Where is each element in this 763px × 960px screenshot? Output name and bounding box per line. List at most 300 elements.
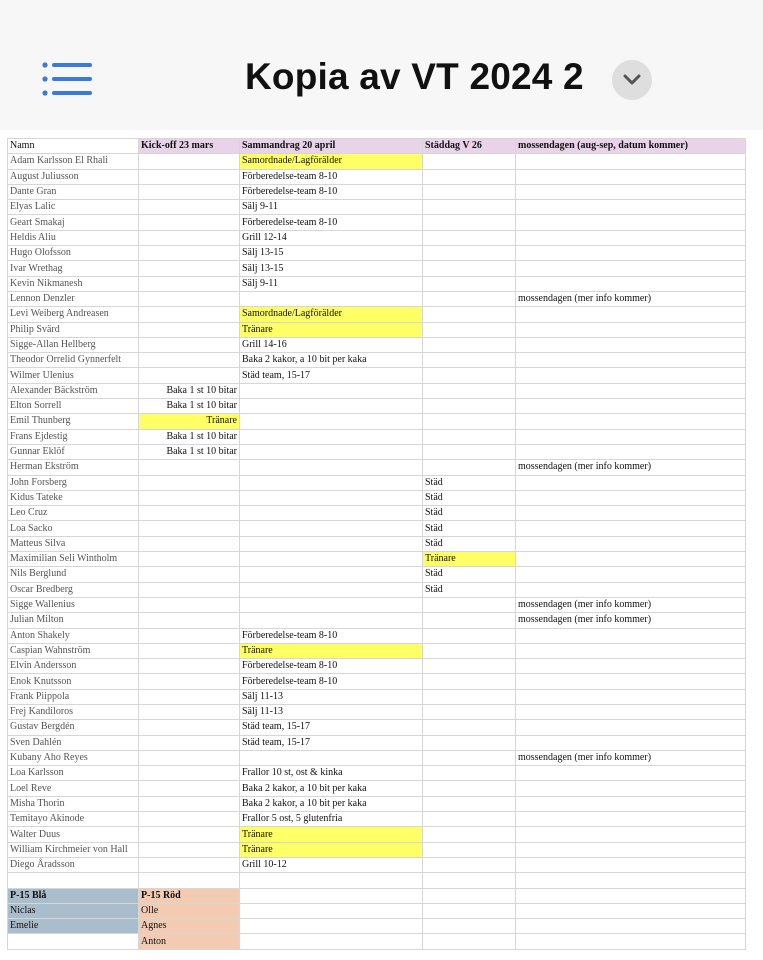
sammandrag-cell[interactable]: Grill 10-12 (240, 857, 423, 872)
name-cell[interactable]: Alexander Bäckström (8, 383, 139, 398)
sammandrag-cell[interactable] (240, 460, 423, 475)
chevron-down-icon (623, 73, 641, 87)
table-row (8, 842, 746, 857)
staddag-cell[interactable] (423, 643, 516, 658)
staddag-cell[interactable]: Städ (423, 521, 516, 536)
kickoff-cell[interactable] (139, 353, 240, 368)
staddag-cell[interactable] (423, 720, 516, 735)
mossendagen-cell[interactable] (516, 674, 746, 689)
name-cell[interactable]: Diego Åradsson (8, 857, 139, 872)
kickoff-cell[interactable] (139, 184, 240, 199)
mossendagen-cell[interactable] (516, 827, 746, 842)
name-cell[interactable]: Lennon Denzler (8, 291, 139, 306)
column-header-name[interactable]: Namn (8, 139, 139, 154)
staddag-cell[interactable] (423, 812, 516, 827)
kickoff-cell[interactable] (139, 490, 240, 505)
name-cell[interactable]: Elvin Andersson (8, 659, 139, 674)
kickoff-cell[interactable] (139, 827, 240, 842)
mossendagen-cell[interactable] (516, 704, 746, 719)
sammandrag-cell[interactable] (240, 429, 423, 444)
staddag-cell[interactable] (423, 353, 516, 368)
staddag-cell[interactable] (423, 429, 516, 444)
name-cell[interactable]: Elton Sorrell (8, 399, 139, 414)
sammandrag-cell[interactable]: Sälj 11-13 (240, 704, 423, 719)
mossendagen-cell[interactable] (516, 429, 746, 444)
name-cell[interactable]: Emil Thunberg (8, 414, 139, 429)
staddag-cell[interactable] (423, 842, 516, 857)
table-row (8, 582, 746, 597)
name-cell[interactable]: Sven Dahlén (8, 735, 139, 750)
staddag-cell[interactable] (423, 154, 516, 169)
empty-cell[interactable] (516, 903, 746, 918)
blue-team-cell[interactable]: Emelie (8, 919, 139, 934)
empty-cell[interactable] (516, 919, 746, 934)
mossendagen-cell[interactable] (516, 720, 746, 735)
sammandrag-cell[interactable] (240, 582, 423, 597)
name-cell[interactable]: Matteus Silva (8, 536, 139, 551)
kickoff-cell[interactable] (139, 857, 240, 872)
table-row (8, 169, 746, 184)
kickoff-cell[interactable] (139, 704, 240, 719)
name-cell[interactable]: Kidus Tateke (8, 490, 139, 505)
name-cell[interactable]: Oscar Bredberg (8, 582, 139, 597)
empty-cell[interactable] (516, 888, 746, 903)
mossendagen-cell[interactable]: mossendagen (mer info kommer) (516, 460, 746, 475)
sammandrag-cell[interactable]: Grill 12-14 (240, 230, 423, 245)
kickoff-cell[interactable] (139, 842, 240, 857)
sammandrag-cell[interactable]: Förberedelse-team 8-10 (240, 659, 423, 674)
team-row (8, 903, 746, 918)
mossendagen-cell[interactable] (516, 842, 746, 857)
table-row (8, 750, 746, 765)
kickoff-cell[interactable] (139, 582, 240, 597)
staddag-cell[interactable] (423, 750, 516, 765)
mossendagen-cell[interactable] (516, 322, 746, 337)
sammandrag-cell[interactable] (240, 444, 423, 459)
staddag-cell[interactable] (423, 215, 516, 230)
mossendagen-cell[interactable]: mossendagen (mer info kommer) (516, 597, 746, 612)
mossendagen-cell[interactable]: mossendagen (mer info kommer) (516, 613, 746, 628)
kickoff-cell[interactable]: Baka 1 st 10 bitar (139, 399, 240, 414)
title-dropdown-button[interactable] (612, 60, 652, 100)
name-cell[interactable]: Ivar Wrethag (8, 261, 139, 276)
name-cell[interactable]: Caspian Wahnström (8, 643, 139, 658)
mossendagen-cell[interactable] (516, 796, 746, 811)
table-row (8, 154, 746, 169)
name-cell[interactable]: Levi Weiberg Andreasen (8, 307, 139, 322)
kickoff-cell[interactable] (139, 521, 240, 536)
staddag-cell[interactable] (423, 444, 516, 459)
kickoff-cell[interactable] (139, 475, 240, 490)
mossendagen-cell[interactable] (516, 307, 746, 322)
name-cell[interactable]: Frank Piippola (8, 689, 139, 704)
kickoff-cell[interactable] (139, 659, 240, 674)
mossendagen-cell[interactable] (516, 781, 746, 796)
red-team-cell[interactable]: Agnes (139, 919, 240, 934)
table-row (8, 613, 746, 628)
name-cell[interactable]: Maximilian Seli Wintholm (8, 552, 139, 567)
team-header-row (8, 888, 746, 903)
name-cell[interactable]: Hugo Olofsson (8, 246, 139, 261)
name-cell[interactable]: Misha Thorin (8, 796, 139, 811)
staddag-cell[interactable] (423, 169, 516, 184)
name-cell[interactable]: Philip Svärd (8, 322, 139, 337)
table-row (8, 674, 746, 689)
empty-cell[interactable] (240, 903, 423, 918)
sammandrag-cell[interactable]: Baka 2 kakor, a 10 bit per kaka (240, 796, 423, 811)
mossendagen-cell[interactable] (516, 215, 746, 230)
mossendagen-cell[interactable] (516, 200, 746, 215)
mossendagen-cell[interactable] (516, 383, 746, 398)
sammandrag-cell[interactable]: Tränare (240, 842, 423, 857)
red-team-cell[interactable]: Anton (139, 934, 240, 949)
blue-team-cell[interactable]: Niclas (8, 903, 139, 918)
kickoff-cell[interactable] (139, 261, 240, 276)
kickoff-cell[interactable] (139, 628, 240, 643)
table-row (8, 230, 746, 245)
staddag-cell[interactable] (423, 276, 516, 291)
sammandrag-cell[interactable]: Sälj 11-13 (240, 689, 423, 704)
staddag-cell[interactable] (423, 414, 516, 429)
empty-cell[interactable] (240, 873, 423, 888)
kickoff-cell[interactable] (139, 230, 240, 245)
kickoff-cell[interactable] (139, 337, 240, 352)
sammandrag-cell[interactable]: Baka 2 kakor, a 10 bit per kaka (240, 353, 423, 368)
name-cell[interactable]: Loa Karlsson (8, 766, 139, 781)
name-cell[interactable]: William Kirchmeier von Hall (8, 842, 139, 857)
kickoff-cell[interactable] (139, 597, 240, 612)
table-row (8, 659, 746, 674)
name-cell[interactable]: Frans Ejdestig (8, 429, 139, 444)
staddag-cell[interactable] (423, 246, 516, 261)
mossendagen-cell[interactable] (516, 399, 746, 414)
name-cell[interactable]: Dante Gran (8, 184, 139, 199)
kickoff-cell[interactable] (139, 536, 240, 551)
table-row (8, 353, 746, 368)
mossendagen-cell[interactable]: mossendagen (mer info kommer) (516, 750, 746, 765)
staddag-cell[interactable]: Städ (423, 536, 516, 551)
mossendagen-cell[interactable] (516, 643, 746, 658)
name-cell[interactable]: Gunnar Eklöf (8, 444, 139, 459)
sammandrag-cell[interactable]: Sälj 9-11 (240, 276, 423, 291)
mossendagen-cell[interactable] (516, 506, 746, 521)
name-cell[interactable]: Anton Shakely (8, 628, 139, 643)
mossendagen-cell[interactable] (516, 444, 746, 459)
name-cell[interactable]: Nils Berglund (8, 567, 139, 582)
sammandrag-cell[interactable] (240, 506, 423, 521)
staddag-cell[interactable] (423, 781, 516, 796)
name-cell[interactable]: John Forsberg (8, 475, 139, 490)
staddag-cell[interactable]: Städ (423, 567, 516, 582)
sammandrag-cell[interactable]: Städ team, 15-17 (240, 368, 423, 383)
kickoff-cell[interactable]: Baka 1 st 10 bitar (139, 429, 240, 444)
mossendagen-cell[interactable] (516, 536, 746, 551)
sammandrag-cell[interactable] (240, 613, 423, 628)
table-row (8, 200, 746, 215)
name-cell[interactable]: Loa Sacko (8, 521, 139, 536)
sammandrag-cell[interactable]: Frallor 5 ost, 5 glutenfria (240, 812, 423, 827)
kickoff-cell[interactable] (139, 567, 240, 582)
kickoff-cell[interactable] (139, 720, 240, 735)
sammandrag-cell[interactable]: Sälj 13-15 (240, 246, 423, 261)
staddag-cell[interactable] (423, 766, 516, 781)
name-cell[interactable]: Sigge Wallenius (8, 597, 139, 612)
name-cell[interactable]: Heldis Aliu (8, 230, 139, 245)
mossendagen-cell[interactable] (516, 337, 746, 352)
sammandrag-cell[interactable] (240, 414, 423, 429)
list-menu-icon[interactable] (42, 62, 94, 96)
staddag-cell[interactable] (423, 704, 516, 719)
sammandrag-cell[interactable]: Baka 2 kakor, a 10 bit per kaka (240, 781, 423, 796)
name-cell[interactable]: Julian Milton (8, 613, 139, 628)
mossendagen-cell[interactable] (516, 246, 746, 261)
staddag-cell[interactable] (423, 261, 516, 276)
mossendagen-cell[interactable] (516, 154, 746, 169)
staddag-cell[interactable]: Städ (423, 506, 516, 521)
column-header-staddag[interactable]: Städdag V 26 (423, 139, 516, 154)
sammandrag-cell[interactable]: Förberedelse-team 8-10 (240, 215, 423, 230)
mossendagen-cell[interactable]: mossendagen (mer info kommer) (516, 291, 746, 306)
column-header-kickoff[interactable]: Kick-off 23 mars (139, 139, 240, 154)
empty-cell[interactable] (423, 873, 516, 888)
mossendagen-cell[interactable] (516, 368, 746, 383)
column-header-mossendagen[interactable]: mossendagen (aug-sep, datum kommer) (516, 139, 746, 154)
kickoff-cell[interactable]: Baka 1 st 10 bitar (139, 383, 240, 398)
mossendagen-cell[interactable] (516, 184, 746, 199)
kickoff-cell[interactable] (139, 506, 240, 521)
staddag-cell[interactable]: Städ (423, 475, 516, 490)
table-row (8, 506, 746, 521)
table-row (8, 399, 746, 414)
staddag-cell[interactable] (423, 184, 516, 199)
name-cell[interactable]: Geart Smakaj (8, 215, 139, 230)
kickoff-cell[interactable] (139, 246, 240, 261)
sammandrag-cell[interactable]: Sälj 13-15 (240, 261, 423, 276)
sammandrag-cell[interactable] (240, 383, 423, 398)
sammandrag-cell[interactable] (240, 490, 423, 505)
kickoff-cell[interactable] (139, 460, 240, 475)
kickoff-cell[interactable]: Tränare (139, 414, 240, 429)
table-row (8, 368, 746, 383)
kickoff-cell[interactable] (139, 169, 240, 184)
staddag-cell[interactable] (423, 460, 516, 475)
red-team-cell[interactable]: Olle (139, 903, 240, 918)
empty-cell[interactable] (240, 888, 423, 903)
kickoff-cell[interactable] (139, 291, 240, 306)
name-cell[interactable]: Gustav Bergdén (8, 720, 139, 735)
empty-cell[interactable] (240, 919, 423, 934)
staddag-cell[interactable] (423, 796, 516, 811)
name-cell[interactable]: Kevin Nikmanesh (8, 276, 139, 291)
kickoff-cell[interactable]: Baka 1 st 10 bitar (139, 444, 240, 459)
staddag-cell[interactable] (423, 597, 516, 612)
empty-cell[interactable] (516, 934, 746, 949)
column-header-sammandrag[interactable]: Sammandrag 20 april (240, 139, 423, 154)
sammandrag-cell[interactable]: Tränare (240, 322, 423, 337)
empty-cell[interactable] (516, 873, 746, 888)
table-row (8, 429, 746, 444)
table-row (8, 766, 746, 781)
empty-cell[interactable] (139, 873, 240, 888)
sammandrag-cell[interactable]: Samordnade/Lagförälder (240, 307, 423, 322)
name-cell[interactable]: Sigge-Allan Hellberg (8, 337, 139, 352)
sammandrag-cell[interactable] (240, 291, 423, 306)
empty-cell[interactable] (8, 873, 139, 888)
sammandrag-cell[interactable] (240, 399, 423, 414)
name-cell[interactable]: Herman Ekström (8, 460, 139, 475)
name-cell[interactable]: Elyas Lalic (8, 200, 139, 215)
kickoff-cell[interactable] (139, 781, 240, 796)
mossendagen-cell[interactable] (516, 521, 746, 536)
staddag-cell[interactable] (423, 857, 516, 872)
team-row (8, 934, 746, 949)
kickoff-cell[interactable] (139, 750, 240, 765)
staddag-cell[interactable] (423, 368, 516, 383)
mossendagen-cell[interactable] (516, 812, 746, 827)
table-row (8, 291, 746, 306)
staddag-cell[interactable]: Städ (423, 490, 516, 505)
mossendagen-cell[interactable] (516, 628, 746, 643)
kickoff-cell[interactable] (139, 552, 240, 567)
kickoff-cell[interactable] (139, 643, 240, 658)
empty-cell[interactable] (423, 903, 516, 918)
mossendagen-cell[interactable] (516, 689, 746, 704)
kickoff-cell[interactable] (139, 674, 240, 689)
staddag-cell[interactable]: Städ (423, 582, 516, 597)
mossendagen-cell[interactable] (516, 582, 746, 597)
staddag-cell[interactable] (423, 628, 516, 643)
table-row (8, 521, 746, 536)
staddag-cell[interactable] (423, 735, 516, 750)
table-row (8, 475, 746, 490)
staddag-cell[interactable] (423, 827, 516, 842)
sammandrag-cell[interactable]: Förberedelse-team 8-10 (240, 674, 423, 689)
sammandrag-cell[interactable]: Sälj 9-11 (240, 200, 423, 215)
blue-team-cell[interactable] (8, 934, 139, 949)
sammandrag-cell[interactable]: Grill 14-16 (240, 337, 423, 352)
sammandrag-cell[interactable] (240, 536, 423, 551)
empty-cell[interactable] (423, 919, 516, 934)
sammandrag-cell[interactable]: Förberedelse-team 8-10 (240, 628, 423, 643)
kickoff-cell[interactable] (139, 322, 240, 337)
staddag-cell[interactable] (423, 322, 516, 337)
sammandrag-cell[interactable]: Tränare (240, 827, 423, 842)
name-cell[interactable]: Frej Kandiloros (8, 704, 139, 719)
mossendagen-cell[interactable] (516, 552, 746, 567)
mossendagen-cell[interactable] (516, 475, 746, 490)
staddag-cell[interactable] (423, 659, 516, 674)
kickoff-cell[interactable] (139, 368, 240, 383)
name-cell[interactable]: Temitayo Akinode (8, 812, 139, 827)
sammandrag-cell[interactable]: Städ team, 15-17 (240, 720, 423, 735)
name-cell[interactable]: Walter Duus (8, 827, 139, 842)
mossendagen-cell[interactable] (516, 490, 746, 505)
sammandrag-cell[interactable]: Tränare (240, 643, 423, 658)
sammandrag-cell[interactable]: Förberedelse-team 8-10 (240, 184, 423, 199)
name-cell[interactable]: Wilmer Ulenius (8, 368, 139, 383)
kickoff-cell[interactable] (139, 307, 240, 322)
name-cell[interactable]: Leo Cruz (8, 506, 139, 521)
mossendagen-cell[interactable] (516, 766, 746, 781)
empty-cell[interactable] (423, 934, 516, 949)
kickoff-cell[interactable] (139, 796, 240, 811)
table-row (8, 536, 746, 551)
sammandrag-cell[interactable] (240, 521, 423, 536)
table-row (8, 628, 746, 643)
empty-cell[interactable] (240, 934, 423, 949)
staddag-cell[interactable] (423, 383, 516, 398)
staddag-cell[interactable] (423, 291, 516, 306)
sammandrag-cell[interactable] (240, 750, 423, 765)
mossendagen-cell[interactable] (516, 857, 746, 872)
table-row (8, 337, 746, 352)
mossendagen-cell[interactable] (516, 261, 746, 276)
mossendagen-cell[interactable] (516, 230, 746, 245)
kickoff-cell[interactable] (139, 613, 240, 628)
name-cell[interactable]: Enok Knutsson (8, 674, 139, 689)
staddag-cell[interactable]: Tränare (423, 552, 516, 567)
name-cell[interactable]: Theodor Orrelid Gynnerfelt (8, 353, 139, 368)
table-row (8, 873, 746, 888)
staddag-cell[interactable] (423, 613, 516, 628)
mossendagen-cell[interactable] (516, 169, 746, 184)
mossendagen-cell[interactable] (516, 353, 746, 368)
staddag-cell[interactable] (423, 307, 516, 322)
sammandrag-cell[interactable] (240, 552, 423, 567)
mossendagen-cell[interactable] (516, 735, 746, 750)
name-cell[interactable]: Kubany Aho Reyes (8, 750, 139, 765)
kickoff-cell[interactable] (139, 812, 240, 827)
staddag-cell[interactable] (423, 674, 516, 689)
sammandrag-cell[interactable] (240, 567, 423, 582)
name-cell[interactable]: Loel Reve (8, 781, 139, 796)
sammandrag-cell[interactable]: Samordnade/Lagförälder (240, 154, 423, 169)
staddag-cell[interactable] (423, 230, 516, 245)
sammandrag-cell[interactable]: Städ team, 15-17 (240, 735, 423, 750)
kickoff-cell[interactable] (139, 154, 240, 169)
table-row (8, 276, 746, 291)
empty-cell[interactable] (423, 888, 516, 903)
staddag-cell[interactable] (423, 200, 516, 215)
sammandrag-cell[interactable]: Förberedelse-team 8-10 (240, 169, 423, 184)
mossendagen-cell[interactable] (516, 414, 746, 429)
mossendagen-cell[interactable] (516, 276, 746, 291)
sammandrag-cell[interactable] (240, 475, 423, 490)
team-row (8, 919, 746, 934)
kickoff-cell[interactable] (139, 689, 240, 704)
staddag-cell[interactable] (423, 399, 516, 414)
blue-team-header[interactable]: P-15 Blå (8, 888, 139, 903)
kickoff-cell[interactable] (139, 215, 240, 230)
sammandrag-cell[interactable] (240, 597, 423, 612)
kickoff-cell[interactable] (139, 735, 240, 750)
table-row (8, 689, 746, 704)
name-cell[interactable]: Adam Karlsson El Rhali (8, 154, 139, 169)
kickoff-cell[interactable] (139, 276, 240, 291)
red-team-header[interactable]: P-15 Röd (139, 888, 240, 903)
name-cell[interactable]: August Juliusson (8, 169, 139, 184)
table-row (8, 490, 746, 505)
sammandrag-cell[interactable]: Frallor 10 st, ost & kinka (240, 766, 423, 781)
kickoff-cell[interactable] (139, 200, 240, 215)
staddag-cell[interactable] (423, 689, 516, 704)
staddag-cell[interactable] (423, 337, 516, 352)
mossendagen-cell[interactable] (516, 567, 746, 582)
table-row (8, 720, 746, 735)
table-row (8, 246, 746, 261)
kickoff-cell[interactable] (139, 766, 240, 781)
mossendagen-cell[interactable] (516, 659, 746, 674)
